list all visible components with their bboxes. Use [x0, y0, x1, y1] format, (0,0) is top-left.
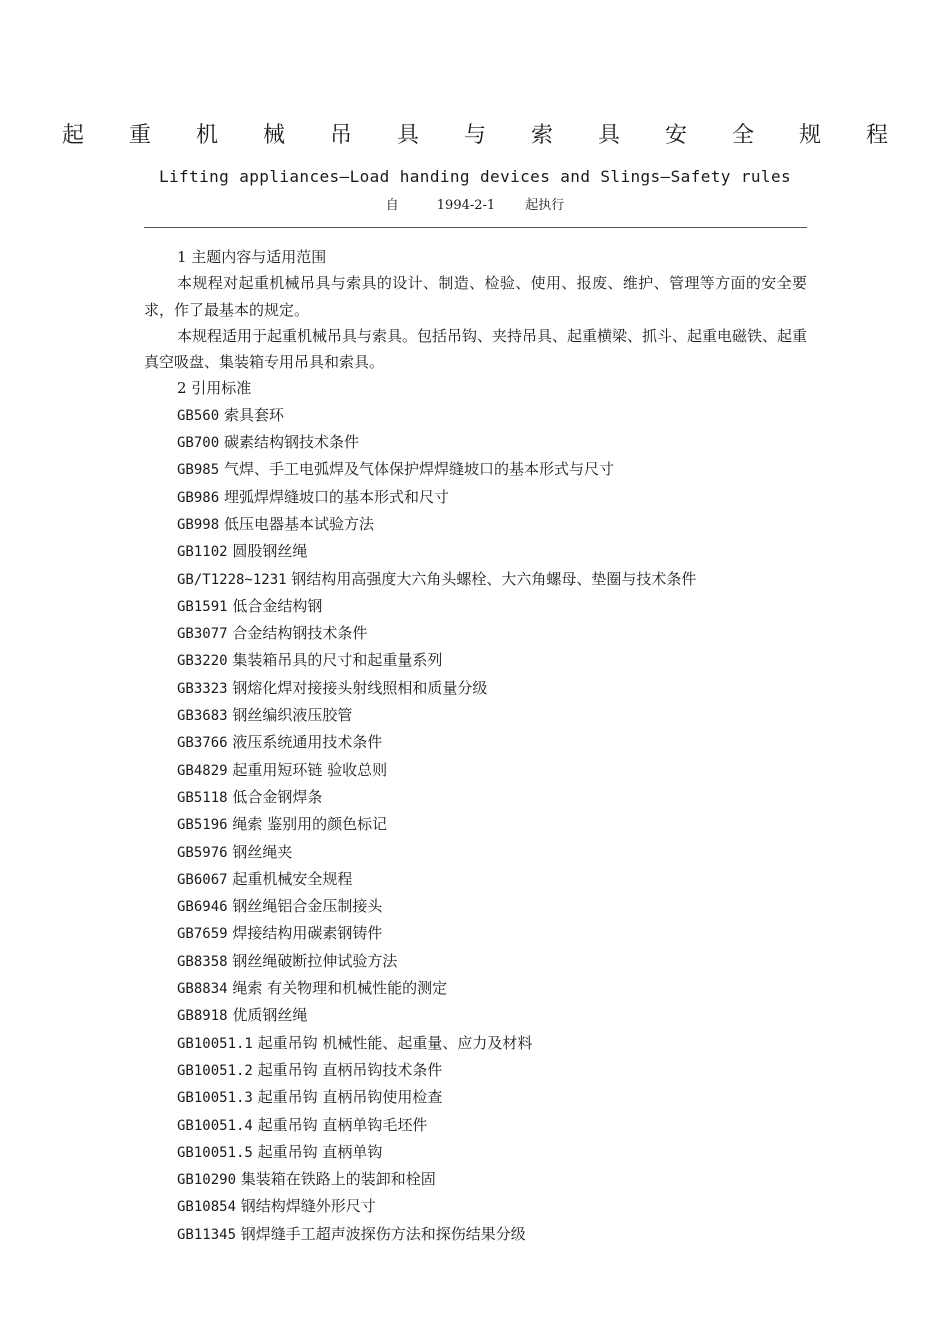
- reference-item: [144, 784, 807, 811]
- reference-title: 钢丝绳铝合金压制接头: [232, 897, 383, 916]
- reference-code: GB1102: [177, 544, 228, 561]
- reference-title: 起重用短环链 验收总则: [232, 760, 388, 779]
- reference-title: 钢结构用高强度大六角头螺栓、大六角螺母、垫圈与技术条件: [291, 569, 697, 588]
- reference-item: [144, 920, 807, 947]
- reference-title: 起重吊钩 直柄单钩: [257, 1142, 383, 1161]
- reference-code: GB8358: [177, 953, 228, 970]
- reference-code: GB11345: [177, 1226, 237, 1243]
- reference-title: 液压系统通用技术条件: [232, 733, 383, 752]
- reference-item: [144, 1030, 807, 1057]
- reference-item: [144, 511, 807, 538]
- reference-item: [144, 566, 807, 593]
- reference-title: 绳索 有关物理和机械性能的测定: [232, 979, 448, 998]
- reference-item: [144, 729, 807, 756]
- effective-suffix: 起执行: [525, 198, 565, 213]
- reference-code: GB5976: [177, 844, 228, 861]
- reference-title: 绳索 鉴别用的颜色标记: [232, 815, 388, 834]
- reference-item: [144, 839, 807, 866]
- reference-code: GB6067: [177, 871, 228, 888]
- reference-title: 合金结构钢技术条件: [232, 624, 368, 643]
- reference-title: 起重吊钩 直柄吊钩使用检查: [257, 1088, 443, 1107]
- reference-code: GB5196: [177, 817, 228, 834]
- reference-title: 碳素结构钢技术条件: [223, 433, 359, 452]
- reference-code: GB6946: [177, 899, 228, 916]
- reference-code: GB/T1228~1231: [177, 571, 287, 588]
- reference-item: [144, 866, 807, 893]
- document-subtitle: Lifting appliances—Load handing devices and Slings—Safety rules: [158, 167, 792, 186]
- reference-code: GB5118: [177, 789, 228, 806]
- reference-title: 气焊、手工电弧焊及气体保护焊焊缝坡口的基本形式与尺寸: [223, 460, 614, 479]
- reference-item: [144, 402, 807, 429]
- reference-code: GB10051.3: [177, 1090, 253, 1107]
- reference-item: [144, 1139, 807, 1166]
- reference-title: 圆股钢丝绳: [232, 542, 308, 561]
- reference-item: [144, 538, 807, 565]
- effective-date: 1994-2-1: [436, 198, 496, 213]
- effective-date-line: [0, 196, 950, 216]
- reference-item: [144, 675, 807, 702]
- reference-code: GB3766: [177, 735, 228, 752]
- reference-code: GB998: [177, 516, 220, 533]
- document-body: [144, 244, 807, 1248]
- reference-item: [144, 1002, 807, 1029]
- reference-title: 焊接结构用碳素钢铸件: [232, 924, 383, 943]
- reference-item: [144, 456, 807, 483]
- reference-item: [144, 484, 807, 511]
- reference-code: GB985: [177, 462, 220, 479]
- effective-prefix: 自: [385, 198, 399, 213]
- reference-item: [144, 893, 807, 920]
- reference-code: GB7659: [177, 926, 228, 943]
- reference-code: GB10051.2: [177, 1062, 253, 1079]
- reference-title: 集装箱吊具的尺寸和起重量系列: [232, 651, 443, 670]
- reference-code: GB3220: [177, 653, 228, 670]
- reference-title: 钢丝绳夹: [232, 842, 293, 861]
- reference-title: 起重吊钩 直柄吊钩技术条件: [257, 1060, 443, 1079]
- reference-code: GB10051.4: [177, 1117, 253, 1134]
- reference-code: GB8918: [177, 1008, 228, 1025]
- reference-item: [144, 1221, 807, 1248]
- header-divider: [144, 227, 807, 228]
- reference-title: 钢结构焊缝外形尺寸: [240, 1197, 376, 1216]
- reference-title: 索具套环: [223, 405, 284, 424]
- reference-title: 钢熔化焊对接接头射线照相和质量分级: [232, 678, 488, 697]
- reference-item: [144, 702, 807, 729]
- reference-item: [144, 975, 807, 1002]
- reference-title: 集装箱在铁路上的装卸和栓固: [240, 1170, 436, 1189]
- reference-item: [144, 811, 807, 838]
- reference-code: GB3077: [177, 626, 228, 643]
- reference-code: GB10051.1: [177, 1035, 253, 1052]
- reference-title: 低合金钢焊条: [232, 787, 323, 806]
- reference-code: GB3323: [177, 680, 228, 697]
- reference-title: 起重吊钩 直柄单钩毛坯件: [257, 1115, 428, 1134]
- reference-item: [144, 1057, 807, 1084]
- reference-title: 低压电器基本试验方法: [223, 514, 374, 533]
- reference-item: [144, 1084, 807, 1111]
- reference-item: [144, 620, 807, 647]
- reference-title: 起重机械安全规程: [232, 869, 353, 888]
- reference-item: [144, 948, 807, 975]
- reference-code: GB700: [177, 435, 220, 452]
- reference-code: GB8834: [177, 981, 228, 998]
- reference-item: [144, 1193, 807, 1220]
- reference-item: [144, 757, 807, 784]
- reference-title: 优质钢丝绳: [232, 1006, 308, 1025]
- reference-title: 起重吊钩 机械性能、起重量、应力及材料: [257, 1033, 533, 1052]
- reference-item: [144, 593, 807, 620]
- section-1-paragraph-1: 本规程对起重机械吊具与索具的设计、制造、检验、使用、报废、维护、管理等方面的安全要求，作了最基本的规定。: [144, 274, 807, 319]
- reference-code: GB4829: [177, 762, 228, 779]
- document-title: 起 重 机 械 吊 具 与 索 具 安 全 规 程: [62, 123, 907, 148]
- reference-code: GB10051.5: [177, 1144, 253, 1161]
- reference-title: 钢焊缝手工超声波探伤方法和探伤结果分级: [240, 1224, 526, 1243]
- reference-title: 钢丝编织液压胶管: [232, 706, 353, 725]
- reference-title: 低合金结构钢: [232, 596, 323, 615]
- reference-code: GB10854: [177, 1199, 237, 1216]
- section-1-heading: 1 主题内容与适用范围: [177, 248, 327, 266]
- reference-item: [144, 647, 807, 674]
- reference-code: GB986: [177, 489, 220, 506]
- reference-item: [144, 1166, 807, 1193]
- reference-code: GB3683: [177, 708, 228, 725]
- reference-code: GB10290: [177, 1172, 237, 1189]
- section-2-heading: 2 引用标准: [177, 379, 252, 398]
- reference-title: 埋弧焊焊缝坡口的基本形式和尺寸: [223, 487, 449, 506]
- reference-list: [144, 402, 807, 1248]
- reference-title: 钢丝绳破断拉伸试验方法: [232, 951, 398, 970]
- reference-item: [144, 429, 807, 456]
- reference-item: [144, 1112, 807, 1139]
- reference-code: GB1591: [177, 598, 228, 615]
- section-1-paragraph-2: 本规程适用于起重机械吊具与索具。包括吊钩、夹持吊具、起重横梁、抓斗、起重电磁铁、起重真空吸盘、集装箱专用吊具和索具。: [144, 326, 808, 372]
- reference-code: GB560: [177, 407, 220, 424]
